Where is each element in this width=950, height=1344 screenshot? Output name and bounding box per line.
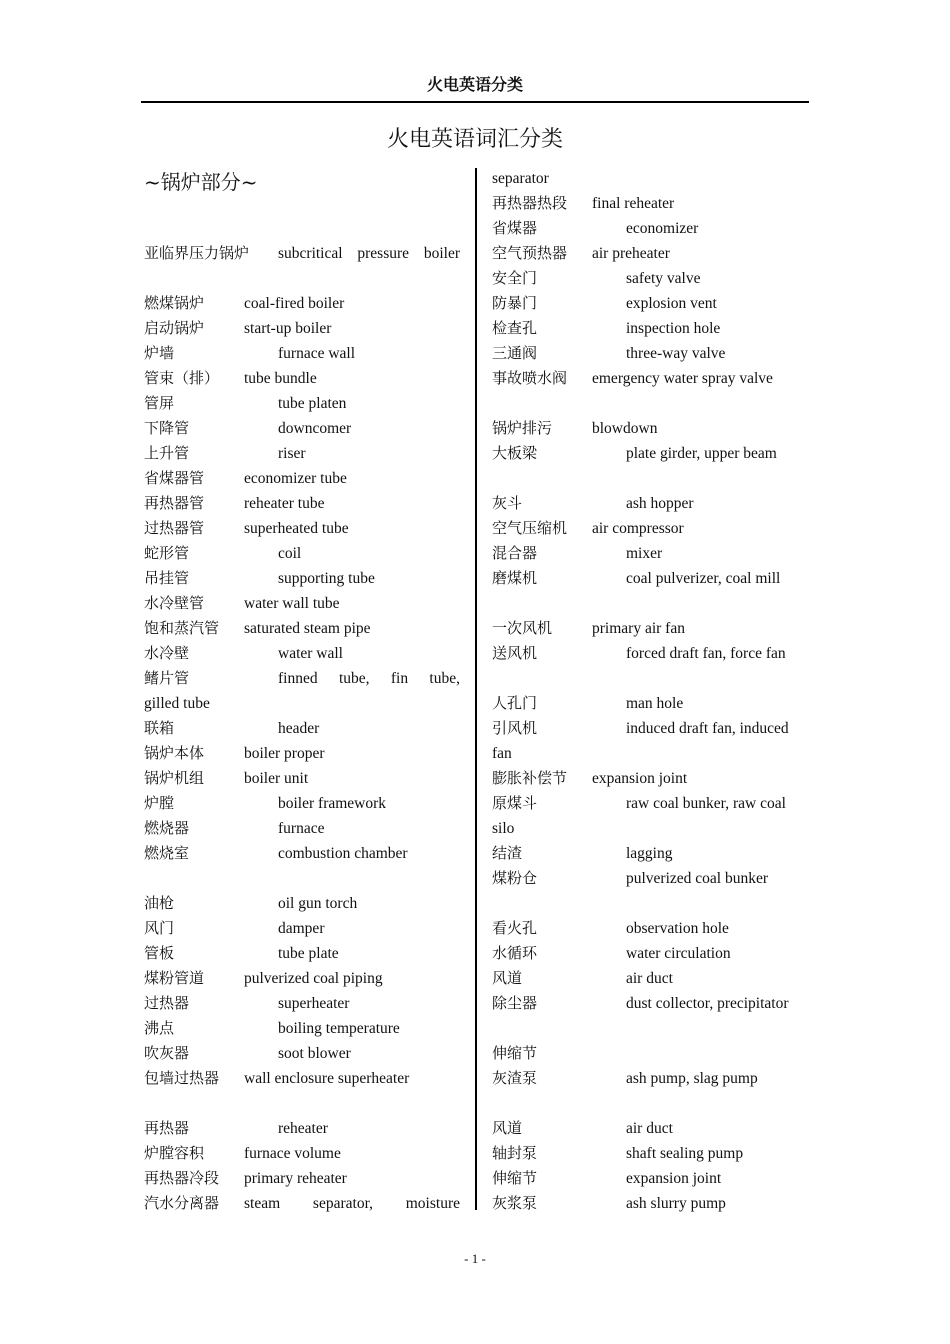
term-en: water circulation bbox=[626, 945, 731, 962]
term-zh: 检查孔 bbox=[492, 319, 538, 337]
term-en: dust collector, precipitator bbox=[626, 995, 789, 1012]
term-en: boiler framework bbox=[278, 795, 387, 812]
term-row bbox=[144, 1141, 460, 1166]
term-en: ash pump, slag pump bbox=[626, 1070, 758, 1087]
term-zh: 安全门 bbox=[492, 269, 538, 287]
term-zh: 再热器冷段 bbox=[144, 1169, 220, 1187]
blank-line bbox=[144, 266, 460, 291]
term-en: observation hole bbox=[626, 920, 729, 937]
term-row bbox=[492, 366, 810, 391]
term-row bbox=[144, 766, 460, 791]
term-row bbox=[492, 416, 810, 441]
blank-line bbox=[492, 1091, 810, 1116]
term-row bbox=[492, 866, 810, 891]
term-row bbox=[492, 541, 810, 566]
blank-line bbox=[144, 191, 460, 216]
term-row bbox=[492, 1166, 810, 1191]
term-en: coil bbox=[278, 545, 302, 562]
term-row bbox=[144, 491, 460, 516]
term-en: emergency water spray valve bbox=[592, 370, 773, 387]
term-en: tube platen bbox=[278, 395, 347, 412]
term-zh: 锅炉排污 bbox=[492, 419, 553, 437]
page-title: 火电英语词汇分类 bbox=[386, 127, 563, 152]
term-en: downcomer bbox=[278, 420, 352, 437]
term-en: finned tube, fin tube, bbox=[278, 670, 460, 687]
term-zh: 沸点 bbox=[144, 1019, 175, 1037]
term-en: damper bbox=[278, 920, 325, 937]
term-zh: 饱和蒸汽管 bbox=[144, 619, 220, 637]
blank-line bbox=[492, 666, 810, 691]
term-en: three-way valve bbox=[626, 345, 726, 362]
term-en: steam separator, moisture bbox=[244, 1195, 460, 1212]
term-en: induced draft fan, induced bbox=[626, 720, 789, 737]
term-zh: 上升管 bbox=[144, 444, 190, 462]
term-zh: 下降管 bbox=[144, 419, 190, 437]
term-row bbox=[144, 916, 460, 941]
term-row bbox=[144, 366, 460, 391]
term-en: inspection hole bbox=[626, 320, 721, 337]
term-row bbox=[144, 816, 460, 841]
term-en: expansion joint bbox=[592, 770, 688, 787]
term-en-continuation: silo bbox=[492, 820, 515, 837]
term-en: tube plate bbox=[278, 945, 339, 962]
term-en: economizer bbox=[626, 220, 699, 237]
term-en: primary reheater bbox=[244, 1170, 347, 1187]
term-zh: 炉膛容积 bbox=[144, 1144, 205, 1162]
term-zh: 省煤器管 bbox=[144, 469, 205, 487]
term-zh: 再热器管 bbox=[144, 494, 205, 512]
term-row bbox=[144, 616, 460, 641]
term-en: furnace volume bbox=[244, 1145, 341, 1162]
term-en: supporting tube bbox=[278, 570, 375, 587]
term-row bbox=[144, 666, 460, 691]
term-row bbox=[492, 1066, 810, 1091]
term-zh: 包墙过热器 bbox=[144, 1069, 220, 1087]
blank-line bbox=[144, 1091, 460, 1116]
term-en: soot blower bbox=[278, 1045, 351, 1062]
term-row bbox=[492, 691, 810, 716]
term-zh: 再热器热段 bbox=[492, 194, 568, 212]
term-row bbox=[492, 1141, 810, 1166]
term-en: header bbox=[278, 720, 320, 737]
term-zh: 联箱 bbox=[144, 719, 175, 737]
term-en: raw coal bunker, raw coal bbox=[626, 795, 786, 812]
term-zh: 锅炉机组 bbox=[144, 769, 205, 787]
term-en: boiling temperature bbox=[278, 1020, 400, 1037]
term-zh: 燃烧器 bbox=[144, 819, 190, 837]
term-row bbox=[144, 516, 460, 541]
term-row bbox=[144, 891, 460, 916]
term-row bbox=[144, 441, 460, 466]
term-zh: 蛇形管 bbox=[144, 544, 190, 562]
blank-line bbox=[492, 891, 810, 916]
term-en: tube bundle bbox=[244, 370, 317, 387]
term-zh: 吊挂管 bbox=[144, 569, 190, 587]
term-zh: 吹灰器 bbox=[144, 1044, 190, 1062]
term-row bbox=[492, 316, 810, 341]
term-en: combustion chamber bbox=[278, 845, 408, 862]
term-zh: 水循环 bbox=[492, 944, 538, 962]
term-row bbox=[144, 1016, 460, 1041]
running-header: 火电英语分类 bbox=[426, 75, 523, 94]
term-row bbox=[492, 441, 810, 466]
term-en: saturated steam pipe bbox=[244, 620, 371, 637]
term-row bbox=[144, 741, 460, 766]
term-row-continuation bbox=[492, 741, 810, 766]
term-row bbox=[144, 291, 460, 316]
blank-line bbox=[492, 391, 810, 416]
term-zh: 风道 bbox=[492, 1119, 523, 1137]
term-en: water wall tube bbox=[244, 595, 340, 612]
term-row bbox=[492, 641, 810, 666]
term-row bbox=[492, 791, 810, 816]
left-column bbox=[144, 166, 460, 1216]
term-zh: 炉墙 bbox=[144, 344, 175, 362]
term-row bbox=[492, 966, 810, 991]
term-row bbox=[144, 241, 460, 266]
term-row bbox=[492, 941, 810, 966]
blank-line bbox=[492, 466, 810, 491]
term-row bbox=[144, 941, 460, 966]
term-zh: 空气压缩机 bbox=[492, 519, 568, 537]
term-row bbox=[492, 566, 810, 591]
term-en: mixer bbox=[626, 545, 663, 562]
term-zh: 伸缩节 bbox=[492, 1169, 538, 1187]
term-zh: 除尘器 bbox=[492, 994, 538, 1012]
term-zh: 炉膛 bbox=[144, 794, 175, 812]
term-en: air compressor bbox=[592, 520, 684, 537]
term-zh: 风道 bbox=[492, 969, 523, 987]
header-rule bbox=[141, 101, 809, 103]
term-en: wall enclosure superheater bbox=[244, 1070, 410, 1087]
blank-line bbox=[144, 866, 460, 891]
term-row bbox=[492, 266, 810, 291]
term-en-continuation: fan bbox=[492, 745, 512, 762]
term-zh: 再热器 bbox=[144, 1119, 190, 1137]
term-en: lagging bbox=[626, 845, 673, 862]
term-en: furnace bbox=[278, 820, 325, 837]
term-row-continuation bbox=[144, 691, 460, 716]
term-zh: 灰斗 bbox=[492, 494, 523, 512]
term-row bbox=[144, 1066, 460, 1091]
term-zh: 煤粉仓 bbox=[492, 869, 538, 887]
term-row bbox=[492, 991, 810, 1016]
term-zh: 管屏 bbox=[144, 394, 175, 412]
term-zh: 燃煤锅炉 bbox=[144, 294, 205, 312]
term-zh: 送风机 bbox=[492, 644, 538, 662]
term-en: final reheater bbox=[592, 195, 675, 212]
section-heading: ~锅炉部分~ bbox=[144, 170, 258, 194]
term-zh: 过热器管 bbox=[144, 519, 205, 537]
term-zh: 看火孔 bbox=[492, 919, 538, 937]
term-zh: 鳍片管 bbox=[144, 669, 190, 687]
term-en: economizer tube bbox=[244, 470, 347, 487]
term-zh: 轴封泵 bbox=[492, 1144, 538, 1162]
term-row bbox=[492, 216, 810, 241]
term-row bbox=[492, 1191, 810, 1216]
term-zh: 煤粉管道 bbox=[144, 969, 205, 987]
term-row bbox=[492, 516, 810, 541]
term-zh: 灰浆泵 bbox=[492, 1194, 538, 1212]
blank-line bbox=[492, 591, 810, 616]
term-en-continuation: gilled tube bbox=[144, 695, 210, 712]
term-row bbox=[144, 391, 460, 416]
page-number: - 1 - bbox=[464, 1251, 486, 1266]
term-zh: 磨煤机 bbox=[492, 569, 538, 587]
term-row bbox=[144, 1116, 460, 1141]
term-en: forced draft fan, force fan bbox=[626, 645, 786, 662]
term-row bbox=[144, 716, 460, 741]
term-en: superheater bbox=[278, 995, 350, 1012]
term-zh: 过热器 bbox=[144, 994, 190, 1012]
term-zh: 燃烧室 bbox=[144, 844, 190, 862]
term-zh: 伸缩节 bbox=[492, 1044, 538, 1062]
term-en: riser bbox=[278, 445, 306, 462]
term-row bbox=[492, 916, 810, 941]
term-en: water wall bbox=[278, 645, 343, 662]
term-row bbox=[144, 466, 460, 491]
term-row bbox=[144, 566, 460, 591]
term-en: pulverized coal bunker bbox=[626, 870, 769, 887]
term-en-continuation: separator bbox=[492, 170, 549, 187]
term-zh: 空气预热器 bbox=[492, 244, 568, 262]
term-en: blowdown bbox=[592, 420, 658, 437]
term-zh: 灰渣泵 bbox=[492, 1069, 538, 1087]
term-row bbox=[492, 191, 810, 216]
term-row bbox=[492, 241, 810, 266]
term-zh: 汽水分离器 bbox=[144, 1194, 220, 1212]
term-row bbox=[492, 341, 810, 366]
term-zh: 管板 bbox=[144, 944, 175, 962]
term-row bbox=[492, 1116, 810, 1141]
term-en: furnace wall bbox=[278, 345, 356, 362]
term-row bbox=[492, 616, 810, 641]
term-en: ash hopper bbox=[626, 495, 694, 512]
term-zh: 管束（排） bbox=[144, 369, 220, 387]
term-en: reheater tube bbox=[244, 495, 325, 512]
term-row bbox=[492, 841, 810, 866]
term-row bbox=[492, 716, 810, 741]
term-zh: 锅炉本体 bbox=[144, 744, 205, 762]
term-en: oil gun torch bbox=[278, 895, 358, 912]
term-row-continuation bbox=[492, 816, 810, 841]
term-row bbox=[144, 1166, 460, 1191]
section-heading-line bbox=[144, 166, 460, 194]
blank-line bbox=[144, 216, 460, 241]
term-zh: 膨胀补偿节 bbox=[492, 769, 568, 787]
term-zh: 省煤器 bbox=[492, 219, 538, 237]
term-row bbox=[144, 341, 460, 366]
term-en: primary air fan bbox=[592, 620, 685, 637]
term-zh: 一次风机 bbox=[492, 619, 553, 637]
term-row bbox=[492, 291, 810, 316]
term-en: coal-fired boiler bbox=[244, 295, 345, 312]
term-zh: 引风机 bbox=[492, 719, 538, 737]
term-zh: 大板梁 bbox=[492, 444, 538, 462]
term-row bbox=[144, 591, 460, 616]
term-zh: 油枪 bbox=[144, 894, 175, 912]
term-en: subcritical pressure boiler bbox=[278, 245, 460, 262]
term-row bbox=[144, 416, 460, 441]
term-row bbox=[492, 491, 810, 516]
term-zh: 水冷壁 bbox=[144, 644, 190, 662]
term-zh: 水冷壁管 bbox=[144, 594, 205, 612]
term-zh: 事故喷水阀 bbox=[492, 369, 568, 387]
term-row bbox=[144, 966, 460, 991]
term-row bbox=[492, 1041, 810, 1066]
term-en: man hole bbox=[626, 695, 684, 712]
term-row-continuation bbox=[492, 166, 810, 191]
term-row bbox=[144, 1041, 460, 1066]
term-en: boiler proper bbox=[244, 745, 325, 762]
term-zh: 三通阀 bbox=[492, 344, 538, 362]
term-en: boiler unit bbox=[244, 770, 309, 787]
term-row bbox=[492, 766, 810, 791]
term-en: pulverized coal piping bbox=[244, 970, 383, 987]
term-row bbox=[144, 841, 460, 866]
term-en: coal pulverizer, coal mill bbox=[626, 570, 781, 587]
right-column bbox=[492, 166, 810, 1216]
term-en: shaft sealing pump bbox=[626, 1145, 744, 1162]
blank-line bbox=[492, 1016, 810, 1041]
term-row bbox=[144, 791, 460, 816]
term-zh: 启动锅炉 bbox=[144, 319, 205, 337]
term-row bbox=[144, 641, 460, 666]
term-row bbox=[144, 1191, 460, 1216]
term-row bbox=[144, 991, 460, 1016]
term-zh: 风门 bbox=[144, 919, 175, 937]
term-en: plate girder, upper beam bbox=[626, 445, 777, 462]
term-en: start-up boiler bbox=[244, 320, 332, 337]
term-en: air preheater bbox=[592, 245, 670, 262]
term-row bbox=[144, 541, 460, 566]
term-en: ash slurry pump bbox=[626, 1195, 726, 1212]
term-zh: 亚临界压力锅炉 bbox=[144, 244, 250, 262]
term-zh: 混合器 bbox=[492, 544, 538, 562]
term-en: air duct bbox=[626, 1120, 673, 1137]
term-en: explosion vent bbox=[626, 295, 717, 312]
term-en: superheated tube bbox=[244, 520, 349, 537]
column-divider bbox=[475, 168, 477, 1210]
term-en: air duct bbox=[626, 970, 673, 987]
term-zh: 防暴门 bbox=[492, 294, 538, 312]
term-en: safety valve bbox=[626, 270, 701, 287]
term-zh: 结渣 bbox=[492, 844, 523, 862]
term-en: reheater bbox=[278, 1120, 328, 1137]
term-row bbox=[144, 316, 460, 341]
term-zh: 原煤斗 bbox=[492, 794, 538, 812]
term-zh: 人孔门 bbox=[492, 694, 538, 712]
term-en: expansion joint bbox=[626, 1170, 722, 1187]
